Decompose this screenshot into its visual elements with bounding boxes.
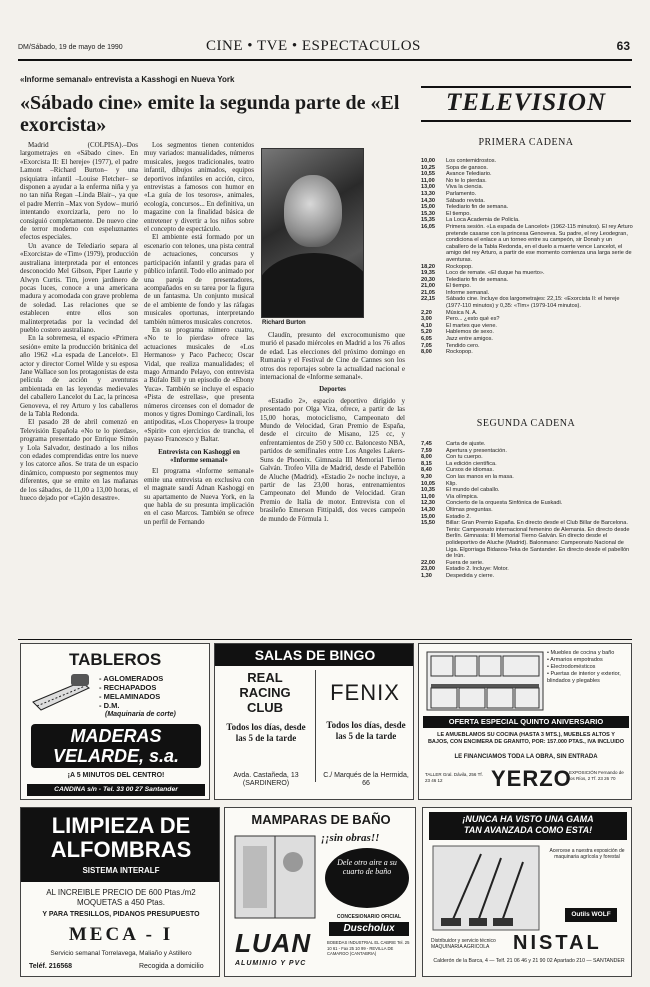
program-title: El martes que viene. <box>446 322 497 329</box>
primera-cadena-heading: PRIMERA CADENA <box>478 137 574 148</box>
segunda-cadena-list <box>421 441 633 579</box>
program-time: 15,00 <box>421 513 435 520</box>
ad-nistal-headline: ¡NUNCA HA VISTO UNA GAMA TAN AVANZADA COMO ESTA! <box>462 814 594 835</box>
program-row <box>421 520 633 560</box>
program-row <box>421 290 633 297</box>
program-time: 15,30 <box>421 210 435 217</box>
list-item: • Muebles de cocina y baño <box>547 650 615 656</box>
ad-nistal-logo: Outils WOLF <box>565 908 617 922</box>
program-time: 15,35 <box>421 217 435 224</box>
program-row <box>421 264 633 271</box>
program-time: 9,30 <box>421 473 432 480</box>
ad-alfombras-phone: Teléf. 216568 <box>29 963 73 970</box>
list-item: • Armarios empotrados <box>547 657 603 663</box>
program-row <box>421 560 633 567</box>
ad-alfombras-system: SISTEMA INTERALF <box>82 866 160 875</box>
ad-alfombras-service: Servicio semanal Torrelavega, Maliaño y Astillero <box>50 950 192 957</box>
program-title: Estadio 2. Incluye: Motor. <box>446 566 509 573</box>
program-time: 4,10 <box>421 322 432 329</box>
program-row <box>421 283 633 290</box>
program-row <box>421 566 633 573</box>
ad-nistal-note: Acercese a nuestra exposición de maquinaria agrícola y forestal <box>549 848 625 860</box>
program-title: Despedida y cierre. <box>446 572 495 579</box>
program-time: 21,05 <box>421 289 435 296</box>
list-item: - AGLOMERADOS <box>99 674 164 683</box>
program-row <box>421 487 633 494</box>
list-item: - D.M. <box>99 701 120 710</box>
program-row <box>421 211 633 218</box>
garden-tools-icon <box>431 844 541 932</box>
program-row <box>421 323 633 330</box>
list-item: - RECHAPADOS <box>99 683 157 692</box>
program-row <box>421 198 633 205</box>
ad-tableros-note: (Maquinaria de corte) <box>105 711 176 718</box>
article-column-3 <box>260 331 405 633</box>
program-title: Con las manos en la masa. <box>446 473 514 480</box>
program-row <box>421 467 633 474</box>
program-time: 13,00 <box>421 184 435 191</box>
program-row <box>421 336 633 343</box>
ad-bingo-hours-left: Todos los días, desde las 5 de la tarde <box>226 722 306 743</box>
paragraph: En la sobremesa, el espacio «Primera sesión» emite la producción británica del año 1962 «La espada de Lancelot». El actor y director Cornel Wilde y su esposa Jane Wallace son los protagonistas de esta película de acción y aventuras ambientada en las leyendas medievales del caballero Lancelot du Lac, la princesa Genoveva, el rey Arturo y los caballeros de la Tabla Redonda. <box>20 334 138 418</box>
ad-mamparas-luan: LUAN <box>235 928 312 958</box>
list-item: • Puertas de interior y exterior, blindados y plegables <box>547 671 621 684</box>
ad-bingo <box>214 643 414 800</box>
program-row <box>421 171 633 178</box>
program-title: Cursos de idiomas. <box>446 467 494 474</box>
ad-alfombras-prices: AL INCREIBLE PRECIO DE 600 Ptas./m2 MOQUETAS a 450 Ptas. <box>46 888 196 907</box>
program-title: Billar: Gran Premio España. En directo desde el Club Billar de Barcelona. Tenis: Campeonato internacional femenino de Alemania. En directo desde Berlín. Gimnasia: III Memorial Tierno Galván. En directo desde el polideportivo de Aluche (Madrid). Balonmano: Campeonato Nacional de Liga. Elgorriaga Bidasoa-Teka de Santander. En directo desde el pabellón de Irún. <box>446 520 630 560</box>
paragraph: El programa «Informe semanal» emite una entrevista en exclusiva con el magnate saudí Adnan Kashoggi en su apartamento de Nueva York, en la que habla de su presunta implicación en el caso Marcos. También se ofrece un perfil de Fernando <box>144 467 254 526</box>
program-time: 11,00 <box>421 177 435 184</box>
ad-bingo-racing: REAL RACING CLUB <box>239 670 291 715</box>
program-time: 22,00 <box>421 559 435 566</box>
program-title: No te lo pierdas. <box>446 177 487 184</box>
program-time: 15,50 <box>421 520 435 527</box>
ad-alfombras <box>20 807 220 977</box>
ad-nistal <box>422 807 632 977</box>
program-time: 22,15 <box>421 296 435 303</box>
ad-nistal-address: Calderón de la Barca, 4 — Telf. 21 06 46 y 21 90 02 Apartado 210 — SANTANDER <box>433 958 625 964</box>
ad-alfombras-brand: MECA - I <box>68 924 174 945</box>
program-title: Vía olímpica. <box>446 493 479 500</box>
program-title: Telediario fin de semana. <box>446 276 509 283</box>
program-row <box>421 270 633 277</box>
program-title: Sábado cine. Incluye dos largometrajes: 22,15: «Exorcista II: el hereje (1977-110 minutos) y 0,35: «Tim» (1979-104 minutos). <box>446 296 620 310</box>
program-time: 10,00 <box>421 158 435 164</box>
program-title: Klip. <box>446 480 457 487</box>
ad-bingo-address-right: C./ Marqués de la Hermida, 66 <box>323 772 409 787</box>
ad-yerzo-features <box>547 650 631 685</box>
ads-rule <box>18 639 632 640</box>
ad-bingo-fenix: FENIX <box>330 680 400 705</box>
program-time: 3,00 <box>421 316 432 323</box>
ad-mamparas-duscholux: Duscholux <box>329 922 409 936</box>
ad-mamparas-tag: ALUMINIO Y PVC <box>235 960 307 967</box>
kitchen-illustration-icon <box>425 650 545 712</box>
ad-yerzo-taller: TALLER Gral. Dávila, 256 Tf. 23 46 12 <box>425 772 483 783</box>
paragraph: En su programa número cuatro, «No te lo pierdas» ofrece las actuaciones musicales de «Los Hermanos» y Paco Pacheco; Oscar Vidal, que realiza manualidades; el mago Armando Pelayo, con entrevista a Búfalo Bill y un episodio de «Ebony Yuca». También se incluye el espacio «Pista de estrellas», que presenta números circenses con el domador de monos y tigres Domingo Cardinali, los antipoditas, «Los Choperyes» la troupe «Spirit» con ejercicios de trancha, el payaso Francesco y Baltar. <box>144 325 254 444</box>
paragraph: Claudín, presunto del excrocomunismo que murió el pasado miércoles en Madrid a los 76 años de edad. Las elecciones del próximo domingo en Rumanía y el Festival de Cine de Cannes son los otros dos reportajes sobre la actualidad nacional e internacional de «Informe semanal». <box>260 331 405 382</box>
program-title: Hablemos de sexo. <box>446 329 494 336</box>
photo-richard-burton <box>261 148 364 318</box>
program-row <box>421 184 633 191</box>
program-time: 7,59 <box>421 447 432 454</box>
photo-caption: Richard Burton <box>262 320 306 326</box>
ad-bingo-title: SALAS DE BINGO <box>215 644 414 666</box>
subhead: Entrevista con Kashoggi en «Informe semanal» <box>158 447 240 465</box>
program-time: 2,20 <box>421 309 432 316</box>
program-row <box>421 343 633 350</box>
program-time: 20,30 <box>421 276 435 283</box>
program-title: Fuera de serie. <box>446 559 484 566</box>
ad-alfombras-title: LIMPIEZA DE ALFOMBRAS <box>50 813 192 862</box>
program-row <box>421 191 633 198</box>
program-time: 10,25 <box>421 164 435 171</box>
program-row <box>421 178 633 185</box>
paragraph: Madrid (COLPISA).–Dos largometrajes en «Sábado cine». En «Exorcista II: El hereje» (1977), el padre Lamont –Richard Burton– y una psiquiatra infantil –Louise Fletcher– se disponen a ayudar a la enferma niña y ya no tan niña Regan –Linda Blair–, ya que el padre Merrin –Max von Sydow– murió intentando exorcizarla, pero no lo consiguió completamente. De nuevo cine de terror moderno con espeluznantes efectos especiales. <box>20 141 138 242</box>
program-time: 15,00 <box>421 204 435 211</box>
subhead: Deportes <box>319 385 346 394</box>
program-row <box>421 204 633 211</box>
program-title: Rockopop. <box>446 263 473 270</box>
program-row <box>421 349 633 356</box>
saw-icon <box>31 672 93 718</box>
ad-alfombras-extra: Y PARA TRESILLOS, PIDANOS PRESUPUESTO <box>42 911 200 918</box>
program-title: Jazz entre amigos. <box>446 336 493 343</box>
paragraph: El pasado 28 de abril comenzó en Televisión Española «No te lo pierdas», programa presentado por Enrique Simón y Lola Salvador, destinado a los niños con edades comprendidas entre los nueve y los catorce años. Se trata de un espacio dinámico, compuesto por segmentos muy diferentes, que se emite en las mañanas de los sábados, de 11,00 a 13,00 horas, el hueco dejado por «Cajón desastre». <box>20 418 138 503</box>
program-title: Música N. A. <box>446 309 478 316</box>
ad-mamparas-dealer: CONCESIONARIO OFICIAL <box>336 914 402 920</box>
tv-title: TELEVISION <box>445 89 607 116</box>
program-row <box>421 573 633 580</box>
list-item: • Electrodomésticos <box>547 664 596 670</box>
program-title: Últimas preguntas. <box>446 506 493 513</box>
program-row <box>421 329 633 336</box>
page-number: 63 <box>616 39 630 53</box>
program-title: Pero... ¿esto qué es? <box>446 316 500 323</box>
ad-tableros-items <box>99 674 163 710</box>
program-row <box>421 158 633 165</box>
program-title: Primera sesión. «La espada de Lancelot» (1962-115 minutos). El rey Arturo pretende casarse con la princesa Genoveva. Su padre, el rey Leodegran, condiciona el enlace a un torneo entre su campeón, sir Donah y un caballero de la Tabla Redonda, en el duelo a muerte vence Lancelot, el amigo del rey Arturo, a partir de ese momento comienza una larga serie de aventuras. <box>446 223 633 263</box>
program-row <box>421 454 633 461</box>
primera-cadena-list <box>421 158 633 356</box>
program-title: Apertura y presentación. <box>446 447 507 454</box>
program-row <box>421 310 633 317</box>
program-time: 6,05 <box>421 336 432 343</box>
program-time: 7,05 <box>421 342 432 349</box>
program-title: Concierto de la orquesta Sinfónica de Euskadi. <box>446 500 563 507</box>
program-row <box>421 494 633 501</box>
program-title: Sopa de gansos. <box>446 164 488 171</box>
program-title: Loco de remate. «El duque ha muerto». <box>446 270 545 277</box>
ad-yerzo-finance: LE FINANCIAMOS TODA LA OBRA, SIN ENTRADA <box>454 754 598 760</box>
article-column-1 <box>20 141 138 633</box>
program-time: 8,00 <box>421 454 432 461</box>
program-row <box>421 474 633 481</box>
program-time: 14,30 <box>421 506 435 513</box>
program-row <box>421 500 633 507</box>
section-title: CINE • TVE • ESPECTACULOS <box>206 38 421 54</box>
program-title: Estadio 2. <box>446 513 471 520</box>
program-row <box>421 217 633 224</box>
program-time: 11,00 <box>421 493 435 500</box>
ad-mamparas-address: BOBEDAS INDUSTRIAL EL CABRIE Tel. 25 10 61 - Fax 25 10 99 - REVILLA DE CAMARGO (CANTABRIA) <box>327 940 410 956</box>
program-time: 8,40 <box>421 467 432 474</box>
program-title: La Loca Academia de Policía. <box>446 217 520 224</box>
ad-mamparas-bubble <box>325 848 409 908</box>
program-time: 23,00 <box>421 566 435 573</box>
paragraph: Los segmentos tienen contenidos muy variados: manualidades, números musicales, juegos tradicionales, teatro infantil, dibujos animados, equipos deportivos infantiles en acción, circo, entrevistas a famosos con humor en «La guía de los tesoros», animales, ecología, concursos... En definitiva, un magazine con la finalidad básica de entretener y divertir a los niños sobre el concepto de espectáculo. <box>144 141 254 234</box>
header-date: DM/Sábado, 19 de mayo de 1990 <box>18 44 123 51</box>
program-title: Telediario fin de semana. <box>446 204 509 211</box>
program-row <box>421 296 633 309</box>
program-time: 10,55 <box>421 171 435 178</box>
list-item: - MELAMINADOS <box>99 692 161 701</box>
program-title: Los contemidrostos. <box>446 158 497 164</box>
program-time: 16,05 <box>421 223 435 230</box>
paragraph: «Estadio 2», espacio deportivo dirigido y presentado por Olga Viza, ofrece, a partir de las 15,00 horas, motociclismo, Campeonato del Mundo de Velocidad, Gran Premio de España, desde el circuito de Misano, 125 cc, y enfrentamientos de 250 y 500 cc. Baloncesto NBA, partidos de semifinales entre Los Angeles Lakers-Suns de Phoenix. Gimnasia III Memorial Tierno Galván. Trofeo Villa de Madrid, desde el Pabellón de Aluche (Madrid). «Estadio 2» noche incluye, a partir de las 23,00 horas, entrenamientos Campeonato del Mundo de Velocidad. Gran Premio de Italia de motor. Entrevista con el brasileño Emerson Fittipaldi, dos veces campeón de mundo de Fórmula 1. <box>260 396 405 523</box>
program-title: El tiempo. <box>446 210 471 217</box>
program-time: 10,05 <box>421 480 435 487</box>
program-title: Avance Telediario. <box>446 171 492 178</box>
ad-nistal-brand: NISTAL <box>513 932 602 954</box>
program-row <box>421 165 633 172</box>
paragraph: El ambiente está formado por un escenario con telones, una pista central de actuaciones, concursos y participación infantil y gradas para el público infantil. Todo ello animado por una pareja de presentadores, acompañados en su tarea por la figura de un fantasma. Un conjunto musical de el ambiente de fondo y las ráfagas musicales oportunas, interpretando también números musicales concretos. <box>144 233 254 326</box>
article-headline: «Sábado cine» emite la segunda parte de «El exorcista» <box>20 92 400 136</box>
program-title: Informe semanal. <box>446 289 490 296</box>
program-title: Carta de ajuste. <box>446 441 486 447</box>
ad-mamparas-bubble-text: Dele otro aire a su cuarto de baño <box>337 858 397 876</box>
article-column-2 <box>144 141 254 633</box>
program-row <box>421 316 633 323</box>
program-time: 10,35 <box>421 487 435 494</box>
ad-tableros-address: CANDINA s/n - Tel. 33 00 27 Santander <box>27 784 205 796</box>
program-row <box>421 224 633 264</box>
ad-yerzo-promo: LE AMUEBLAMOS SU COCINA (HASTA 3 MTS.), MUEBLES ALTOS Y BAJOS, CON ENCIMERA DE GRANITO, POR: 157.000 PTAS., IVA INCLUIDO <box>427 732 625 745</box>
ad-tableros-title: TABLEROS <box>69 650 162 669</box>
program-time: 19,35 <box>421 270 435 277</box>
program-title: Rockopop. <box>446 349 473 356</box>
program-time: 8,15 <box>421 460 432 467</box>
ad-alfombras-pickup: Recogida a domicilio <box>139 963 204 970</box>
ad-mamparas-sub: ¡¡sin obras!! <box>321 832 380 844</box>
program-time: 8,00 <box>421 349 432 356</box>
program-row <box>421 514 633 521</box>
program-row <box>421 441 633 448</box>
ad-yerzo <box>418 643 632 800</box>
program-row <box>421 461 633 468</box>
ad-tableros <box>20 643 210 800</box>
program-time: 12,30 <box>421 500 435 507</box>
program-time: 14,30 <box>421 197 435 204</box>
program-time: 13,30 <box>421 190 435 197</box>
shower-screen-icon <box>233 834 317 920</box>
ad-yerzo-expo: EXPOSICIÓN Fernando de los Ríos, 2 Tf. 23 26 70 <box>569 770 624 781</box>
article-kicker: «Informe semanal» entrevista a Kasshogi en Nueva York <box>20 75 235 84</box>
segunda-cadena-heading: SEGUNDA CADENA <box>476 418 576 429</box>
program-time: 7,45 <box>421 441 432 447</box>
program-title: El tiempo. <box>446 283 471 290</box>
program-title: Parlamento. <box>446 190 477 197</box>
ad-yerzo-offer: OFERTA ESPECIAL QUINTO ANIVERSARIO <box>423 716 629 728</box>
program-title: La edición científica. <box>446 460 497 467</box>
ad-nistal-dealer: Distribuidor y servicio técnico MAQUINARIA AGRICOLA <box>431 938 496 950</box>
program-row <box>421 277 633 284</box>
program-time: 18,20 <box>421 263 435 270</box>
program-title: Sábado revista. <box>446 197 485 204</box>
program-title: Con tu cuerpo. <box>446 454 483 461</box>
program-time: 5,20 <box>421 329 432 336</box>
program-row <box>421 448 633 455</box>
ad-bingo-address-left: Avda. Castañeda, 13 (SARDINERO) <box>233 772 299 787</box>
paragraph: Un avance de Telediario separa al «Exorcista» de «Tim» (1979), producción australiana interpretada por el entonces desconocido Mel Gibson, Piper Laurie y Alwyn Curtis. Tim, joven jardinero de pocas luces, conoce a una americana madura y acomodada con grave problema de soledad. Las relaciones que se establecen entre ellos son malinterpretadas por la vecindad del pueblo costero australiano. <box>20 241 138 334</box>
ad-tableros-brand: MADERAS VELARDE, s.a. <box>52 726 180 766</box>
ad-mamparas-title: MAMPARAS DE BAÑO <box>251 812 391 827</box>
program-title: Tendido cero. <box>446 342 480 349</box>
program-title: El mundo del caballo. <box>446 487 500 494</box>
ad-mamparas <box>224 807 416 977</box>
header-rule <box>18 59 632 61</box>
program-row <box>421 507 633 514</box>
ad-yerzo-brand: YERZO <box>491 766 572 791</box>
program-time: 21,00 <box>421 283 435 290</box>
ad-bingo-hours-right: Todos los días, desde las 5 de la tarde <box>326 720 406 741</box>
program-title: Viva la ciencia. <box>446 184 484 191</box>
ad-tableros-tagline: ¡A 5 MINUTOS DEL CENTRO! <box>67 772 165 779</box>
program-row <box>421 481 633 488</box>
program-time: 1,30 <box>421 572 432 579</box>
